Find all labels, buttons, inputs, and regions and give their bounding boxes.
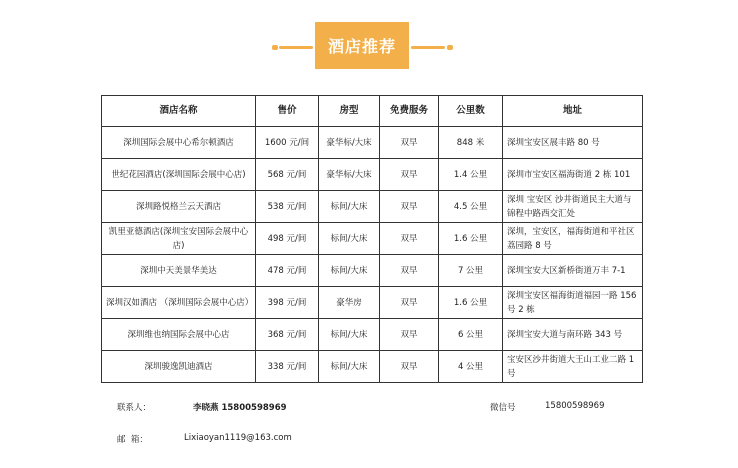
column-header-address: 地址 bbox=[503, 96, 643, 127]
price-cell: 498 元/间 bbox=[256, 223, 319, 255]
hotel-name-cell: 深圳路悦格兰云天酒店 bbox=[102, 191, 256, 223]
room-type-cell: 标间/大床 bbox=[319, 255, 380, 287]
distance-cell: 4 公里 bbox=[439, 351, 503, 383]
price-cell: 338 元/间 bbox=[256, 351, 319, 383]
contact-person-value: 李晓燕 15800598969 bbox=[193, 403, 287, 413]
distance-cell: 4.5 公里 bbox=[439, 191, 503, 223]
distance-cell: 848 米 bbox=[439, 127, 503, 159]
room-type-cell: 标间/大床 bbox=[319, 351, 380, 383]
contact-person-label: 联系人： bbox=[117, 403, 152, 413]
table-row bbox=[102, 319, 643, 351]
price-cell: 398 元/间 bbox=[256, 287, 319, 319]
free-service-cell: 双早 bbox=[380, 351, 439, 383]
address-cell: 深圳宝安大道与南环路 343 号 bbox=[503, 319, 643, 351]
table-row bbox=[102, 191, 643, 223]
room-type-cell: 豪华标/大床 bbox=[319, 127, 380, 159]
hotel-table bbox=[101, 95, 643, 383]
title-right-line bbox=[411, 46, 445, 49]
table-row bbox=[102, 223, 643, 255]
table-row bbox=[102, 127, 643, 159]
room-type-cell: 豪华房 bbox=[319, 287, 380, 319]
page-title: 酒店推荐 bbox=[315, 22, 409, 69]
room-type-cell: 标间/大床 bbox=[319, 319, 380, 351]
distance-cell: 1.6 公里 bbox=[439, 223, 503, 255]
address-cell: 宝安区沙井街道大王山工业二路 1 号 bbox=[503, 351, 643, 383]
title-banner bbox=[0, 22, 738, 70]
free-service-cell: 双早 bbox=[380, 223, 439, 255]
column-header-name: 酒店名称 bbox=[102, 96, 256, 127]
free-service-cell: 双早 bbox=[380, 127, 439, 159]
distance-cell: 1.6 公里 bbox=[439, 287, 503, 319]
price-cell: 1600 元/间 bbox=[256, 127, 319, 159]
address-cell: 深圳，宝安区，福海街道和平社区荔园路 8 号 bbox=[503, 223, 643, 255]
table-row bbox=[102, 351, 643, 383]
room-type-cell: 标间/大床 bbox=[319, 191, 380, 223]
wechat-value: 15800598969 bbox=[545, 401, 605, 411]
column-header-price: 售价 bbox=[256, 96, 319, 127]
title-right-dot bbox=[447, 45, 453, 50]
hotel-name-cell: 深圳国际会展中心希尔顿酒店 bbox=[102, 127, 256, 159]
price-cell: 568 元/间 bbox=[256, 159, 319, 191]
table-header-row bbox=[102, 96, 643, 127]
address-cell: 深圳市宝安区福海街道 2 栋 101 bbox=[503, 159, 643, 191]
hotel-name-cell: 深圳骏逸凯迪酒店 bbox=[102, 351, 256, 383]
address-cell: 深圳宝安区福海街道福园一路 156 号 2 栋 bbox=[503, 287, 643, 319]
address-cell: 深圳 宝安区 沙井街道民主大道与锦程中路西交汇处 bbox=[503, 191, 643, 223]
free-service-cell: 双早 bbox=[380, 191, 439, 223]
distance-cell: 7 公里 bbox=[439, 255, 503, 287]
room-type-cell: 标间/大床 bbox=[319, 223, 380, 255]
title-left-dot bbox=[272, 45, 278, 50]
column-header-distance: 公里数 bbox=[439, 96, 503, 127]
free-service-cell: 双早 bbox=[380, 319, 439, 351]
hotel-name-cell: 深圳汉如酒店 （深圳国际会展中心店） bbox=[102, 287, 256, 319]
distance-cell: 1.4 公里 bbox=[439, 159, 503, 191]
hotel-name-cell: 世纪花园酒店(深圳国际会展中心店) bbox=[102, 159, 256, 191]
email-value: Lixiaoyan1119@163.com bbox=[184, 433, 292, 443]
free-service-cell: 双早 bbox=[380, 287, 439, 319]
distance-cell: 6 公里 bbox=[439, 319, 503, 351]
table-row bbox=[102, 255, 643, 287]
column-header-room-type: 房型 bbox=[319, 96, 380, 127]
address-cell: 深圳宝安大区新桥街道万丰 7-1 bbox=[503, 255, 643, 287]
price-cell: 538 元/间 bbox=[256, 191, 319, 223]
email-label: 邮 箱： bbox=[117, 435, 148, 445]
title-left-line bbox=[279, 46, 313, 49]
hotel-name-cell: 深圳维也纳国际会展中心店 bbox=[102, 319, 256, 351]
price-cell: 478 元/间 bbox=[256, 255, 319, 287]
price-cell: 368 元/间 bbox=[256, 319, 319, 351]
room-type-cell: 豪华标/大床 bbox=[319, 159, 380, 191]
hotel-name-cell: 深圳中天美景华美达 bbox=[102, 255, 256, 287]
hotel-name-cell: 凯里亚德酒店(深圳宝安国际会展中心店) bbox=[102, 223, 256, 255]
wechat-label: 微信号 bbox=[490, 403, 516, 413]
table-row bbox=[102, 159, 643, 191]
free-service-cell: 双早 bbox=[380, 159, 439, 191]
address-cell: 深圳宝安区展丰路 80 号 bbox=[503, 127, 643, 159]
table-row bbox=[102, 287, 643, 319]
column-header-free-service: 免费服务 bbox=[380, 96, 439, 127]
free-service-cell: 双早 bbox=[380, 255, 439, 287]
